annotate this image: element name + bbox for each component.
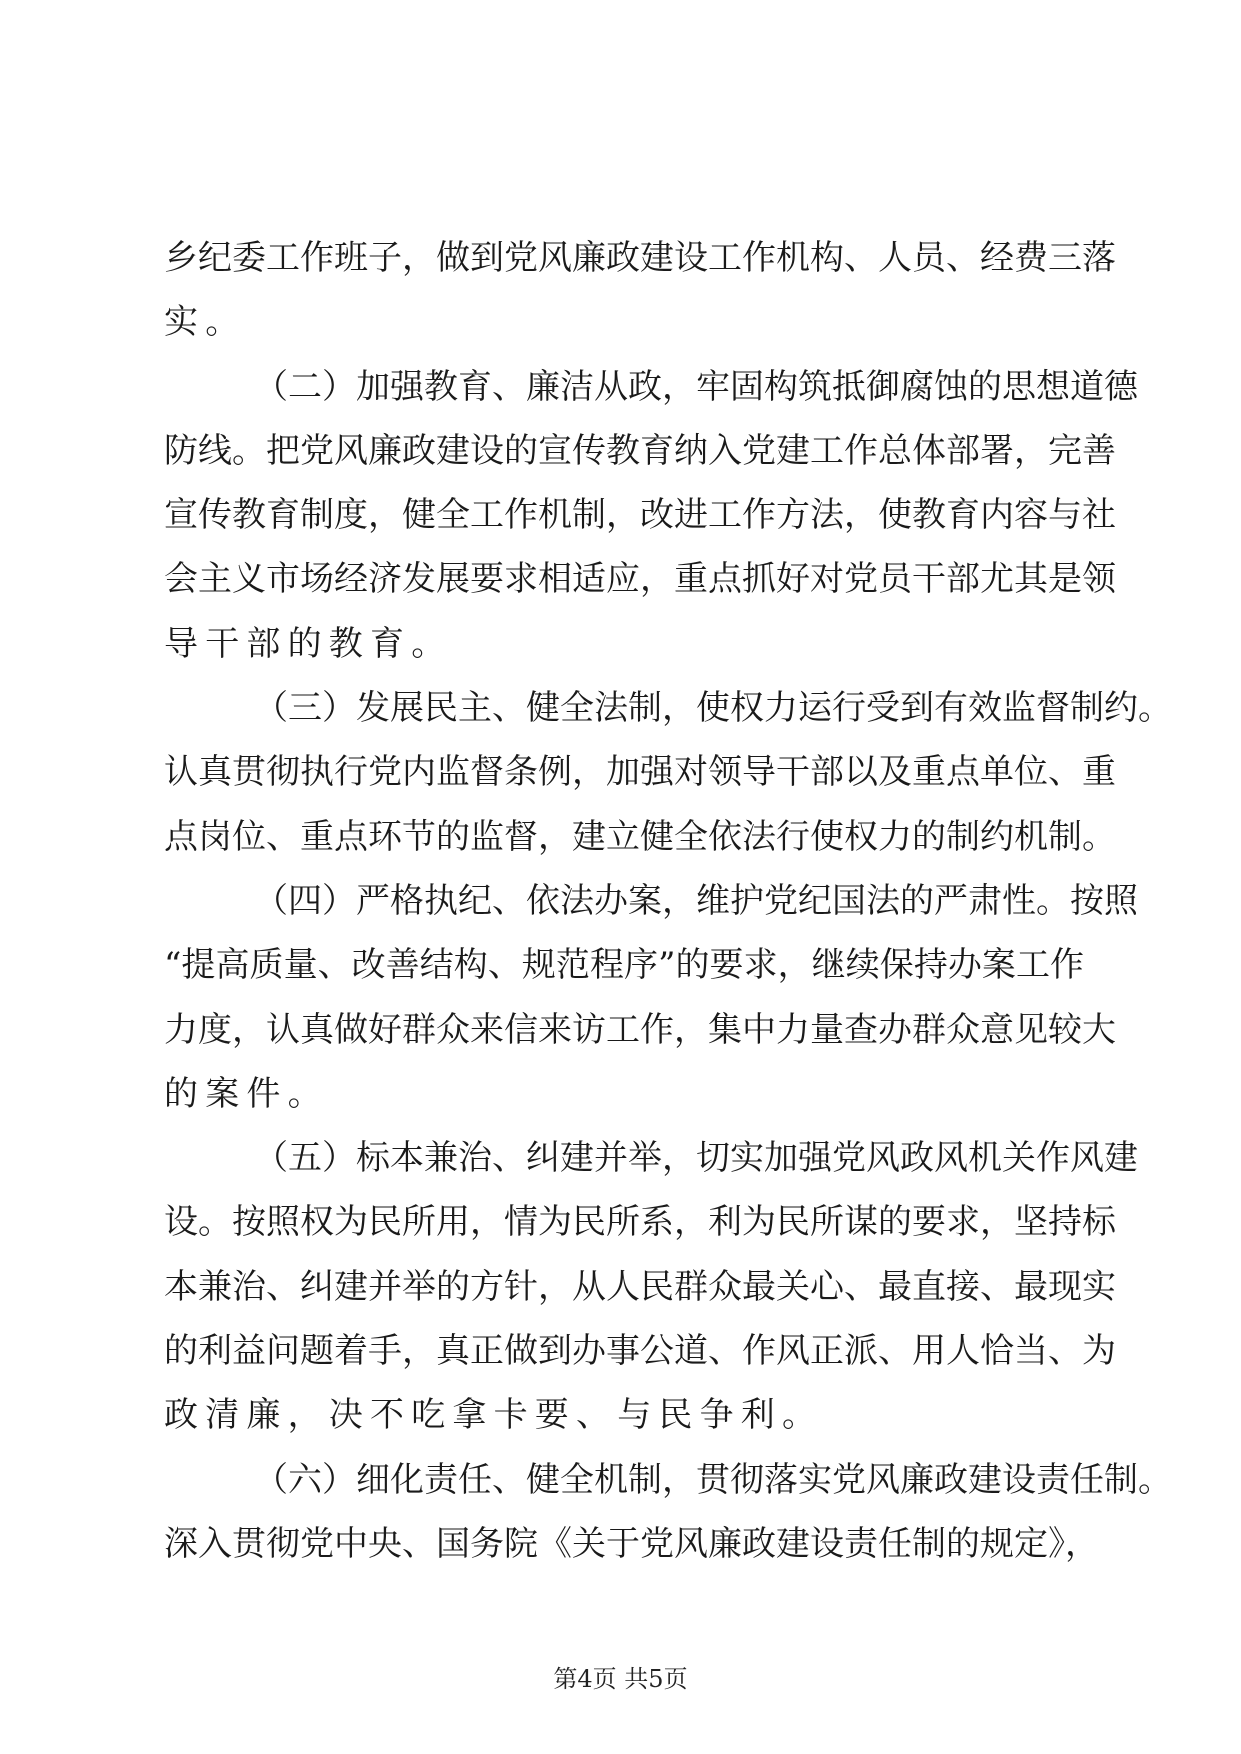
text-line: 宣传教育制度，健全工作机制，改进工作方法，使教育内容与社 (164, 495, 1116, 536)
text-line: 导干部的教育。 (164, 623, 453, 664)
paragraph-heading-line: （三）发展民主、健全法制，使权力运行受到有效监督制约。 (254, 688, 1172, 729)
text-line: “提高质量、改善结构、规范程序”的要求，继续保持办案工作 (164, 945, 1084, 986)
text-line: 实。 (164, 302, 247, 343)
text-line: 的案件。 (164, 1073, 329, 1114)
text-line: 认真贯彻执行党内监督条例，加强对领导干部以及重点单位、重 (164, 752, 1116, 793)
text-line: 点岗位、重点环节的监督，建立健全依法行使权力的制约机制。 (164, 816, 1116, 857)
text-line: 政清廉，决不吃拿卡要、与民争利。 (164, 1395, 824, 1436)
text-line: 力度，认真做好群众来信来访工作，集中力量查办群众意见较大 (164, 1009, 1116, 1050)
text-line: 深入贯彻党中央、国务院《关于党风廉政建设责任制的规定》， (164, 1523, 1099, 1564)
paragraph-heading-line: （五）标本兼治、纠建并举，切实加强党风政风机关作风建 (254, 1138, 1138, 1179)
text-line: 乡纪委工作班子，做到党风廉政建设工作机构、人员、经费三落 (164, 238, 1116, 278)
paragraph-heading-line: （二）加强教育、廉洁从政，牢固构筑抵御腐蚀的思想道德 (254, 366, 1138, 407)
page-number-footer: 第4页 共5页 (553, 1665, 688, 1693)
text-line: 会主义市场经济发展要求相适应，重点抓好对党员干部尤其是领 (164, 559, 1116, 600)
document-body (164, 226, 1172, 1576)
paragraph-heading-line: （四）严格执纪、依法办案，维护党纪国法的严肃性。按照 (254, 880, 1138, 921)
paragraph-heading-line: （六）细化责任、健全机制，贯彻落实党风廉政建设责任制。 (254, 1459, 1172, 1500)
text-line: 设。按照权为民所用，情为民所系，利为民所谋的要求，坚持标 (164, 1202, 1116, 1243)
text-line: 本兼治、纠建并举的方针，从人民群众最关心、最直接、最现实 (164, 1266, 1116, 1307)
text-line: 防线。把党风廉政建设的宣传教育纳入党建工作总体部署，完善 (164, 430, 1116, 471)
text-line: 的利益问题着手，真正做到办事公道、作风正派、用人恰当、为 (164, 1331, 1116, 1372)
